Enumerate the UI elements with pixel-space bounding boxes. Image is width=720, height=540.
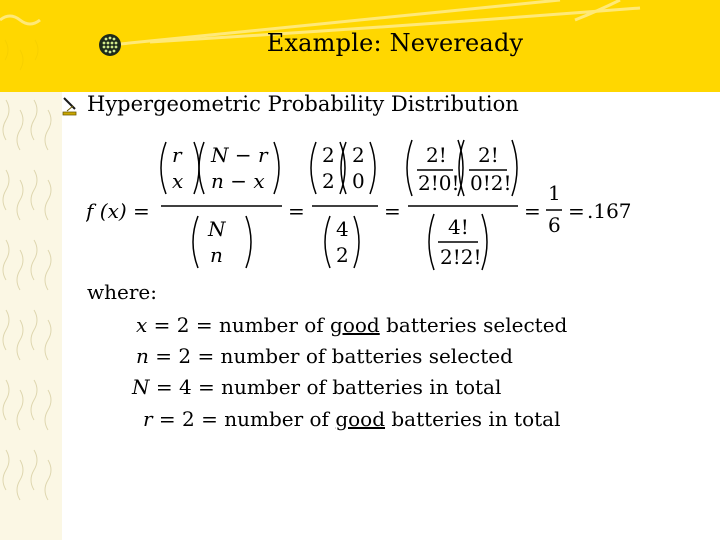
step2-a: 2 bbox=[322, 143, 335, 167]
equals-3: = bbox=[524, 199, 541, 223]
step1-bottom-big-n: N bbox=[208, 217, 226, 241]
definition-r bbox=[143, 407, 561, 431]
step1-top-left-r: r bbox=[172, 143, 182, 167]
step2-d: 0 bbox=[352, 169, 365, 193]
slide-title: Example: Neveready bbox=[266, 29, 524, 57]
equals-2: = bbox=[384, 199, 401, 223]
where-label: where: bbox=[87, 280, 157, 304]
def-x-var: x bbox=[136, 313, 148, 337]
def-x-post: batteries selected bbox=[379, 313, 568, 337]
equals-4: = bbox=[568, 199, 585, 223]
step2-b: 2 bbox=[322, 169, 335, 193]
def-r-var: r bbox=[143, 407, 153, 431]
def-x-good: good bbox=[330, 313, 380, 337]
definition-x bbox=[136, 313, 567, 337]
step3-b-num: 4! bbox=[448, 215, 469, 239]
step3-tr-num: 2! bbox=[478, 143, 499, 167]
step2-c: 2 bbox=[352, 143, 365, 167]
def-x-pre: = 2 = number of bbox=[147, 313, 331, 337]
def-n-pre: = 2 = number of batteries selected bbox=[148, 344, 513, 368]
definition-big-n bbox=[132, 375, 501, 399]
step3-tr-den: 0!2! bbox=[470, 171, 512, 195]
step4-den: 6 bbox=[548, 213, 561, 237]
step2-f: 2 bbox=[336, 243, 349, 267]
def-n-var: n bbox=[136, 344, 149, 368]
hypergeometric-formula bbox=[86, 136, 646, 284]
formula-lhs: f (x) = bbox=[86, 199, 150, 223]
def-r-post: batteries in total bbox=[385, 407, 561, 431]
step1-bottom-n: n bbox=[210, 243, 223, 267]
def-r-pre: = 2 = number of bbox=[152, 407, 336, 431]
pencil-bullet-icon bbox=[61, 96, 78, 116]
def-r-good: good bbox=[335, 407, 386, 431]
definition-n bbox=[136, 344, 513, 368]
step1-top-left-x: x bbox=[172, 169, 184, 193]
step4-num: 1 bbox=[548, 181, 561, 205]
def-big-n-var: N bbox=[132, 375, 150, 399]
formula-result: .167 bbox=[587, 199, 632, 223]
subtitle-heading: Hypergeometric Probability Distribution bbox=[87, 92, 519, 116]
dotted-globe-icon bbox=[98, 33, 122, 57]
step3-tl-num: 2! bbox=[426, 143, 447, 167]
equals-1: = bbox=[288, 199, 305, 223]
step3-b-den: 2!2! bbox=[440, 245, 482, 269]
step2-e: 4 bbox=[336, 217, 349, 241]
step1-top-right-n-minus-r: N − r bbox=[211, 143, 268, 167]
step3-tl-den: 2!0! bbox=[418, 171, 460, 195]
step1-top-right-n-minus-x: n − x bbox=[211, 169, 265, 193]
def-big-n-pre: = 4 = number of batteries in total bbox=[149, 375, 502, 399]
